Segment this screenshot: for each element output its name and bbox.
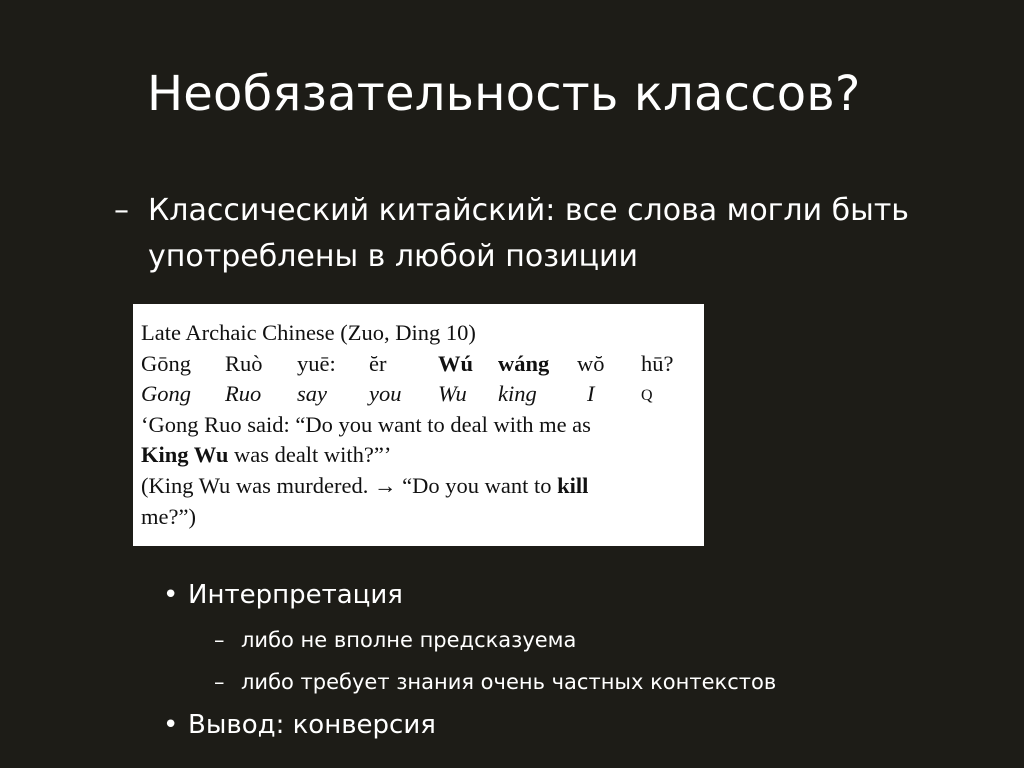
example-note-line-1	[141, 471, 696, 502]
translation-bold-name: King Wu	[141, 442, 229, 468]
bullet-dot: •	[163, 580, 179, 610]
gloss-word: Q	[641, 387, 653, 405]
gloss-word: Ruo	[225, 381, 262, 407]
example-translation-line-2	[141, 440, 696, 471]
main-point-text: Классический китайский: все слова могли быть употреблены в любой позиции	[148, 193, 909, 274]
pinyin-word: hū?	[641, 350, 674, 376]
sub-dash: –	[214, 670, 225, 694]
example-pinyin-row	[141, 349, 696, 380]
pinyin-word: Gōng	[141, 350, 191, 376]
example-translation-line-1: ‘Gong Ruo said: “Do you want to deal with me as	[141, 411, 591, 437]
sub-text: либо не вполне предсказуема	[241, 628, 577, 652]
note-start: (King Wu was murdered. → “Do you want to	[141, 472, 558, 498]
pinyin-word: ĕr	[369, 350, 387, 376]
bullet-dot: •	[163, 710, 179, 740]
example-gloss-row	[141, 379, 696, 410]
slide-title: Необязательность классов?	[147, 66, 861, 122]
example-heading: Late Archaic Chinese (Zuo, Ding 10)	[141, 320, 476, 345]
example-note-line-2: me?”)	[141, 503, 196, 529]
sub-text: либо требует знания очень частных контекстов	[241, 670, 777, 694]
gloss-word: king	[498, 381, 537, 407]
bullet-text: Интерпретация	[188, 580, 403, 610]
gloss-word: I	[587, 381, 595, 407]
main-point	[114, 188, 974, 280]
translation-rest: was dealt with?”’	[228, 442, 392, 468]
gloss-word: Gong	[141, 381, 191, 407]
gloss-word: say	[297, 381, 327, 407]
sub-dash: –	[214, 628, 225, 652]
pinyin-word: wŏ	[577, 350, 605, 376]
gloss-word: Wu	[438, 381, 467, 407]
pinyin-word: yuē:	[297, 350, 336, 376]
dash-marker: –	[114, 193, 129, 228]
pinyin-word: wáng	[498, 350, 550, 376]
example-image	[133, 304, 704, 546]
gloss-word: you	[369, 381, 402, 407]
bullet-text: Вывод: конверсия	[188, 710, 436, 740]
pinyin-word: Wú	[438, 350, 474, 376]
note-bold-word: kill	[557, 472, 589, 498]
pinyin-word: Ruò	[225, 350, 263, 376]
